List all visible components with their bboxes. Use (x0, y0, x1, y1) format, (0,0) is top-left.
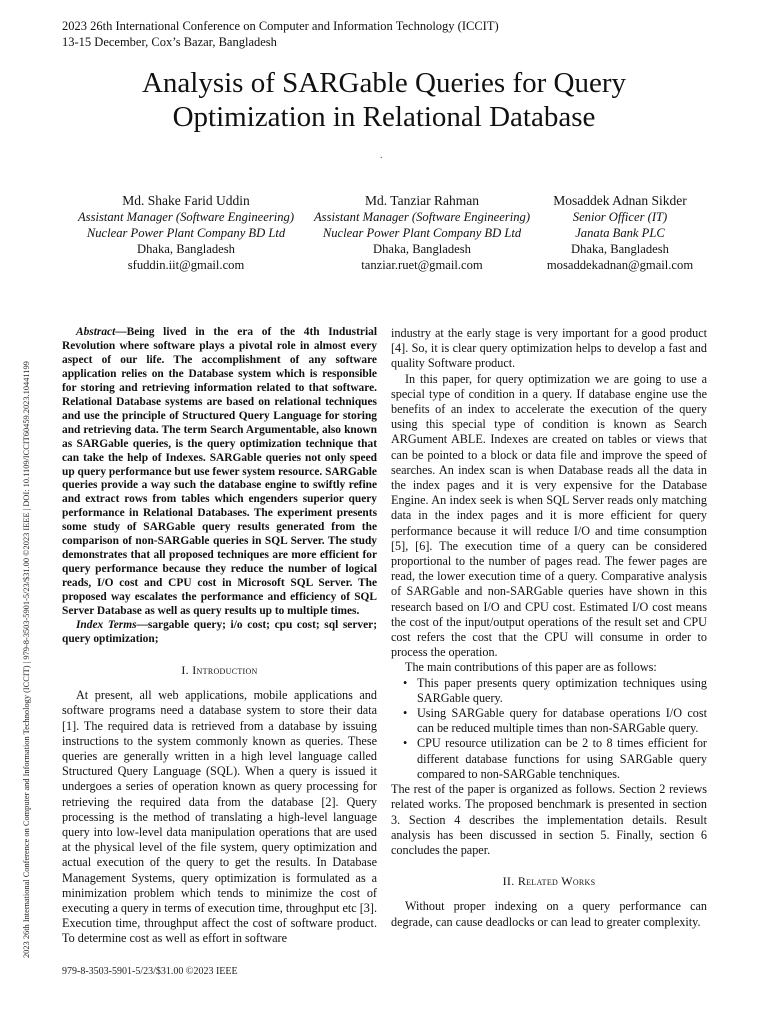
conference-header (62, 18, 499, 50)
author-role: Assistant Manager (Software Engineering) (313, 210, 531, 224)
index-terms-text: —sargable query; i/o cost; cpu cost; sql server; query optimization; (62, 619, 377, 645)
footer-copyright: 979-8-3503-5901-5/23/$31.00 ©2023 IEEE (62, 966, 238, 977)
author-name: Mosaddek Adnan Sikder (553, 193, 687, 208)
section-heading-introduction (62, 663, 377, 678)
paragraph-continued: industry at the early stage is very important for a good product [4]. So, it is clear query optimization helps to develop a fast and quality Software product. (391, 326, 707, 371)
title-dot: . (380, 150, 383, 161)
related-paragraph: Without proper indexing on a query performance can degrade, can cause deadlocks or can lead to greater complexity. (391, 899, 707, 929)
right-column (391, 326, 707, 930)
title-line-1: Analysis of SARGable Queries for Query (141, 67, 627, 99)
title-line-2: Optimization in Relational Database (172, 101, 596, 133)
list-item-text: Using SARGable query for database operations I/O cost can be reduced multiple times than non-SARGable query. (417, 706, 707, 736)
section-number: I. (181, 662, 193, 677)
paper-title (60, 66, 708, 134)
author-place: Dhaka, Bangladesh (373, 242, 471, 256)
list-item (403, 736, 707, 782)
index-terms-label: Index Terms (76, 619, 137, 632)
paragraph-organization: The rest of the paper is organized as follows. Section 2 reviews related works. The proposed benchmark is presented in section 3. Section 4 describes the implementation details. Result analysis has been discussed in section 5. Finally, section 6 concludes the paper. (391, 782, 707, 857)
author-place: Dhaka, Bangladesh (571, 242, 669, 256)
conference-dates: 13-15 December, Cox’s Bazar, Bangladesh (62, 35, 277, 49)
abstract-label: Abstract (76, 326, 116, 338)
abstract (62, 326, 377, 619)
section-number: II. (502, 874, 518, 889)
author-place: Dhaka, Bangladesh (137, 242, 235, 256)
author-org: Nuclear Power Plant Company BD Ltd (322, 226, 522, 240)
author-name: Md. Tanziar Rahman (365, 193, 479, 208)
author-role: Senior Officer (IT) (572, 210, 668, 224)
bullet-icon: • (403, 736, 408, 751)
abstract-text: —Being lived in the era of the 4th Industrial Revolution where software plays a pivotal role in almost every aspect of our life. The accomplishment of any software application relies on the Database system which is responsible for storing and retrieving information related to that software. Relational Database systems are based on relational techniques and use the principle of Structured Query Language for storing and retrieving data. The term Search Argumentable, also known as SARGable queries, is the query optimization technique that can take the help of Indexes. SARGable queries not only speed up query performance but use fewer system resource. SARGable queries provide a way such the database engine to swiftly refine and extract rows from tables which engenders superior query performance in Relational Databases. The experiment presents some study of SARGable query results generated from the comparison of non-SARGable queries in SQL Server. The study demonstrates that all proposed techniques are more efficient for query performance because they reduce the number of logical reads, I/O cost and CPU cost in Microsoft SQL Server. The proposed way escalates the performance and efficiency of SQL Server Database as well as query results up to multiple times. (62, 326, 377, 618)
paragraph-query-optimization: In this paper, for query optimization we are going to use a special type of condition in a query. If database engine use the benefits of an index to accelerate the execution of the query using this special type of condition is known as Search ARGument ABLE. Indexes are created on tables or views that can be pointed to a block or data file and improve the speed of searches. An index scan is when Database reads all the data in the index pages and it is very expensive for the Database Engine. An index seek is when SQL Server reads only matching data in the index pages and it is more efficient for query performance because it will reduce I/O and time consumption [5], [6]. The execution time of a query can be considered proportional to the number of pages read. The fewer pages are read, the lower execution time of a query. Comparative analysis of SARGable and non-SARGable queries have shown in this research based on I/O and CPU cost. Estimated I/O cost means the cost of the input/output operations of the result set and CPU cost refers the cost that the CPU will consume in order to process the operation. (391, 371, 707, 660)
section-heading-related-works (391, 874, 707, 889)
paragraph-contributions: The main contributions of this paper are as follows: (405, 660, 657, 675)
author-role: Assistant Manager (Software Engineering) (77, 210, 295, 224)
section-title: Related Works (517, 874, 596, 889)
conference-name: 2023 26th International Conference on Computer and Information Technology (ICCIT) (62, 19, 499, 33)
list-item-text: This paper presents query optimization techniques using SARGable query. (417, 675, 707, 705)
section-title: Introduction (192, 662, 258, 677)
author-block-1 (60, 192, 312, 273)
left-column (62, 326, 377, 947)
author-block-3 (532, 192, 708, 273)
author-name: Md. Shake Farid Uddin (122, 193, 250, 208)
side-doi-note: 2023 26th International Conference on Computer and Information Technology (ICCIT) | 979-8-3503-5901-5/23/$31.00 ©2023 IEEE | DOI: 10.1109/ICCIT60459.2023.10441199 (22, 361, 31, 958)
author-email: tanziar.ruet@gmail.com (361, 258, 483, 272)
bullet-icon: • (403, 675, 408, 690)
author-org: Janata Bank PLC (575, 226, 665, 240)
index-terms (62, 619, 377, 647)
bullet-icon: • (403, 706, 408, 721)
list-item (403, 706, 707, 736)
list-item-text: CPU resource utilization can be 2 to 8 times efficient for different database functions for using SARGable query compared to non-SARGable tenchniques. (417, 736, 707, 781)
author-block-2 (296, 192, 548, 273)
author-email: sfuddin.iit@gmail.com (127, 258, 245, 272)
intro-paragraph: At present, all web applications, mobile applications and software programs need a database system to store their data [1]. The required data is retrieved from a database by issuing instructions to the system commonly known as queries. These queries are generally written in a high level language called Structured Query Language (SQL). When a query is issued it undergoes a series of operation known as query processing for retrieving the required data from the database [2]. Query processing is the method of translating a high-level language query into low-level data manipulation operations that are used at the physical level of the file system, query optimization and actual execution of the query to get the results. In Database Management Systems, query optimization is formulated as a minimization problem which tends to minimize the cost of executing a query in terms of execution time, throughput etc [3]. Execution time, throughput affect the cost of software product. To determine cost as well as effort in software (62, 688, 377, 946)
author-org: Nuclear Power Plant Company BD Ltd (86, 226, 286, 240)
list-item (403, 675, 707, 706)
contributions-list (391, 676, 707, 782)
author-email: mosaddekadnan@gmail.com (546, 258, 694, 272)
